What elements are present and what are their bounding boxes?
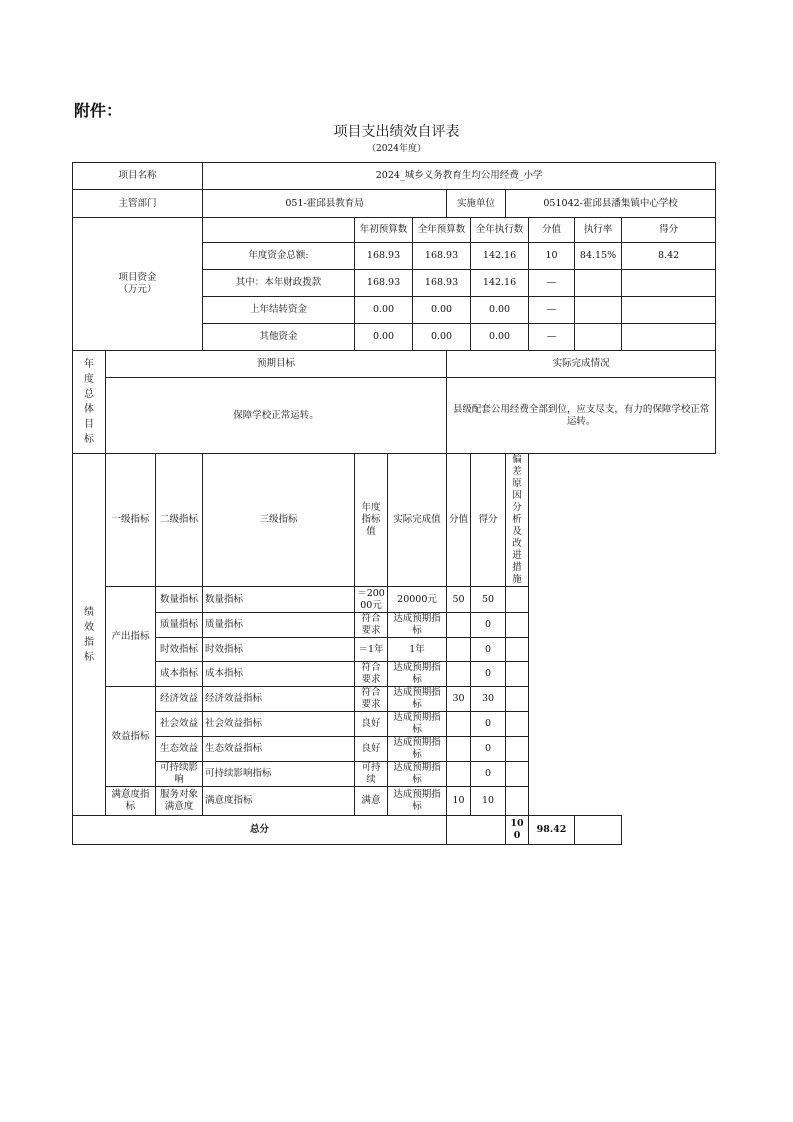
funds-cell-score: 10	[529, 243, 575, 270]
indicator-actual: 达成预期指标	[388, 787, 447, 816]
funds-cell-points	[622, 297, 716, 324]
level1-indicator: 满意度指标	[106, 787, 156, 816]
level3-indicator: 数量指标	[203, 587, 355, 613]
funds-header: 全年执行数	[471, 218, 529, 243]
indicator-target: 符合要求	[355, 662, 388, 687]
indicator-actual: 达成预期指标	[388, 737, 447, 762]
indicator-target: 符合要求	[355, 687, 388, 712]
indicator-actual: 达成预期指标	[388, 613, 447, 638]
indicator-header: 二级指标	[156, 454, 203, 587]
expected-goal-text: 保障学校正常运转。	[106, 378, 447, 454]
level2-indicator: 时效指标	[156, 638, 203, 662]
indicator-points: 0	[471, 638, 506, 662]
indicator-points: 10	[471, 787, 506, 816]
indicator-target: 满意	[355, 787, 388, 816]
indicator-reason	[506, 762, 529, 787]
funds-cell-rate: 84.15%	[575, 243, 622, 270]
funds-cell-points: 8.42	[622, 243, 716, 270]
indicator-target: 可持续	[355, 762, 388, 787]
funds-cell-executed: 142.16	[471, 243, 529, 270]
indicator-header: 得分	[471, 454, 506, 587]
indicator-header: 分值	[447, 454, 471, 587]
level3-indicator: 社会效益指标	[203, 712, 355, 737]
level1-indicator: 效益指标	[106, 687, 156, 787]
indicator-score	[447, 638, 471, 662]
indicator-reason	[506, 787, 529, 816]
indicator-points: 0	[471, 712, 506, 737]
funds-header-blank	[203, 218, 355, 243]
indicator-actual: 达成预期指标	[388, 662, 447, 687]
form-year: （2024年度）	[367, 144, 426, 154]
indicator-header: 偏差原因分析及改进措施	[506, 454, 529, 587]
indicator-actual: 达成预期指标	[388, 712, 447, 737]
funds-cell-initial: 0.00	[355, 297, 413, 324]
funds-cell-executed: 0.00	[471, 297, 529, 324]
indicator-score: 30	[447, 687, 471, 712]
indicator-target: 良好	[355, 737, 388, 762]
dept-label: 主管部门	[73, 190, 203, 218]
indicator-score	[447, 737, 471, 762]
funds-cell-initial: 168.93	[355, 270, 413, 297]
indicator-header: 一级指标	[106, 454, 156, 587]
indicator-score: 10	[447, 787, 471, 816]
total-actual	[447, 816, 506, 845]
funds-cell-executed: 0.00	[471, 324, 529, 351]
funds-cell-rate	[575, 324, 622, 351]
level3-indicator: 满意度指标	[203, 787, 355, 816]
level1-indicator: 产出指标	[106, 587, 156, 687]
indicator-actual: 20000元	[388, 587, 447, 613]
indicator-reason	[506, 687, 529, 712]
level3-indicator: 时效指标	[203, 638, 355, 662]
indicator-score	[447, 613, 471, 638]
funds-cell-score: —	[529, 270, 575, 297]
level3-indicator: 成本指标	[203, 662, 355, 687]
dept-value: 051-霍邱县教育局	[203, 190, 447, 218]
actual-goal-header: 实际完成情况	[447, 351, 716, 378]
indicator-points: 0	[471, 737, 506, 762]
indicator-reason	[506, 613, 529, 638]
form-title: 项目支出绩效自评表	[333, 124, 460, 140]
indicator-target: 良好	[355, 712, 388, 737]
evaluation-table	[72, 162, 716, 845]
indicator-actual: 1年	[388, 638, 447, 662]
indicator-actual: 达成预期指标	[388, 687, 447, 712]
level2-indicator: 服务对象满意度	[156, 787, 203, 816]
funds-cell-annual: 0.00	[413, 324, 471, 351]
funds-cell-annual: 0.00	[413, 297, 471, 324]
indicator-score	[447, 662, 471, 687]
level3-indicator: 生态效益指标	[203, 737, 355, 762]
indicator-target: ＝1年	[355, 638, 388, 662]
indicators-label: 绩 效 指 标	[73, 454, 106, 816]
funds-header: 分值	[529, 218, 575, 243]
actual-goal-text: 县级配套公用经费全部到位，应支尽支，有力的保障学校正常运转。	[447, 378, 716, 454]
indicator-target: 符合要求	[355, 613, 388, 638]
level2-indicator: 社会效益	[156, 712, 203, 737]
funds-cell-initial: 168.93	[355, 243, 413, 270]
attachment-label: 附件：	[74, 101, 123, 120]
level3-indicator: 质量指标	[203, 613, 355, 638]
funds-header: 全年预算数	[413, 218, 471, 243]
level3-indicator: 经济效益指标	[203, 687, 355, 712]
goals-label: 年 度 总 体 目 标	[73, 351, 106, 454]
unit-value: 051042-霍邱县潘集镇中心学校	[506, 190, 716, 218]
unit-label: 实施单位	[447, 190, 506, 218]
indicator-reason	[506, 638, 529, 662]
level2-indicator: 经济效益	[156, 687, 203, 712]
project-name-label: 项目名称	[73, 163, 203, 190]
funds-row-label: 上年结转资金	[203, 297, 355, 324]
level2-indicator: 质量指标	[156, 613, 203, 638]
funds-row-label: 其他资金	[203, 324, 355, 351]
indicator-points: 50	[471, 587, 506, 613]
indicator-header: 实际完成值	[388, 454, 447, 587]
indicator-score	[447, 712, 471, 737]
expected-goal-header: 预期目标	[106, 351, 447, 378]
funds-cell-score: —	[529, 297, 575, 324]
level2-indicator: 成本指标	[156, 662, 203, 687]
indicator-points: 0	[471, 613, 506, 638]
indicator-reason	[506, 662, 529, 687]
funds-label: 项目资金 （万元）	[73, 218, 203, 351]
level2-indicator: 生态效益	[156, 737, 203, 762]
indicator-actual: 达成预期指标	[388, 762, 447, 787]
funds-cell-annual: 168.93	[413, 270, 471, 297]
funds-row-label: 年度资金总额:	[203, 243, 355, 270]
project-name-value: 2024_城乡义务教育生均公用经费_小学	[203, 163, 716, 190]
indicator-header: 年度指标值	[355, 454, 388, 587]
indicator-reason	[506, 587, 529, 613]
indicator-target: ＝20000元	[355, 587, 388, 613]
funds-cell-executed: 142.16	[471, 270, 529, 297]
level2-indicator: 数量指标	[156, 587, 203, 613]
level3-indicator: 可持续影响指标	[203, 762, 355, 787]
funds-cell-points	[622, 270, 716, 297]
indicator-points: 0	[471, 662, 506, 687]
indicator-header: 三级指标	[203, 454, 355, 587]
funds-header: 得分	[622, 218, 716, 243]
indicator-score	[447, 762, 471, 787]
funds-cell-rate	[575, 297, 622, 324]
funds-cell-points	[622, 324, 716, 351]
total-reason	[575, 816, 622, 845]
indicator-points: 30	[471, 687, 506, 712]
indicator-score: 50	[447, 587, 471, 613]
level2-indicator: 可持续影响	[156, 762, 203, 787]
funds-header: 年初预算数	[355, 218, 413, 243]
funds-cell-initial: 0.00	[355, 324, 413, 351]
funds-row-label: 其中：本年财政拨款	[203, 270, 355, 297]
funds-header: 执行率	[575, 218, 622, 243]
total-points: 98.42	[529, 816, 575, 845]
total-label: 总分	[73, 816, 447, 845]
funds-cell-rate	[575, 270, 622, 297]
funds-cell-annual: 168.93	[413, 243, 471, 270]
funds-cell-score: —	[529, 324, 575, 351]
total-score: 100	[506, 816, 529, 845]
indicator-reason	[506, 737, 529, 762]
indicator-reason	[506, 712, 529, 737]
indicator-points: 0	[471, 762, 506, 787]
